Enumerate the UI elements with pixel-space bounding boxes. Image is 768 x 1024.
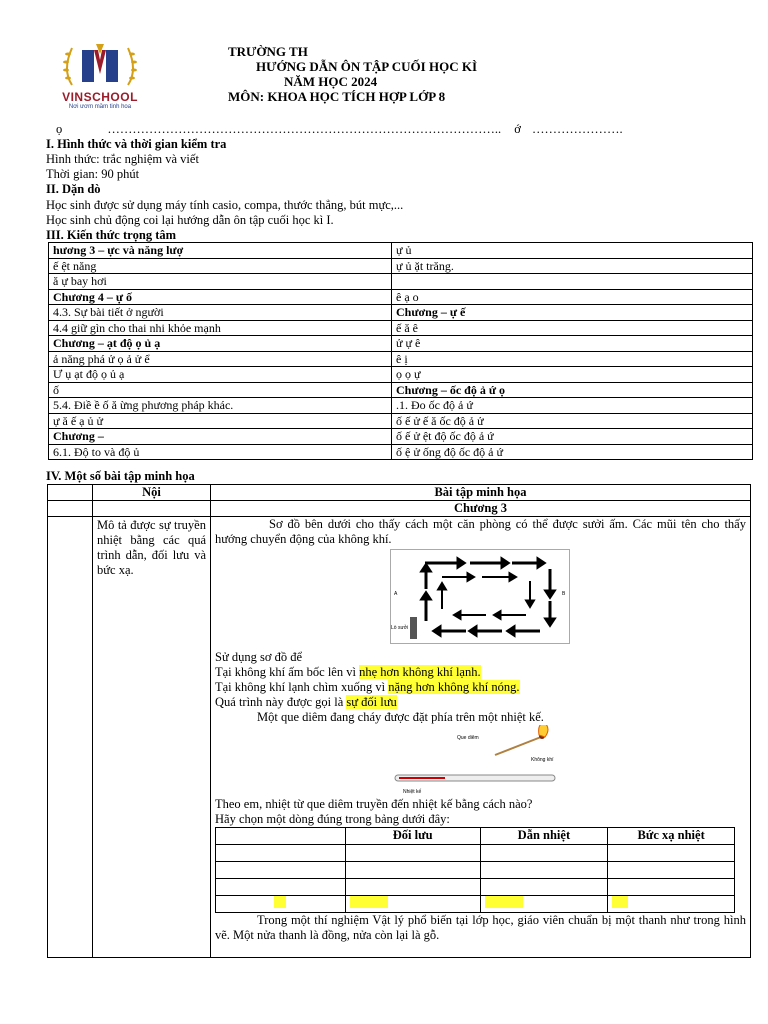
knowledge-row bbox=[49, 243, 753, 259]
knowledge-left-cell: Chương – ạt độ ọ ủ ạ bbox=[49, 336, 392, 352]
choice-row-b[interactable] bbox=[216, 862, 346, 879]
knowledge-row bbox=[49, 444, 753, 460]
question-2b: Hãy chọn một dòng đúng trong bảng dưới đây: bbox=[215, 812, 450, 826]
choice-cell-highlight[interactable] bbox=[480, 896, 608, 913]
exercise-p1: Sơ đồ bên dưới cho thấy cách một căn phòng có thể được sưởi ấm. Các mũi tên cho thấy hướng chuyển động của không khí. bbox=[215, 517, 746, 546]
knowledge-left-cell: ự ă ế ạ ủ ử bbox=[49, 413, 392, 429]
section3-title: III. Kiến thức trọng tâm bbox=[46, 228, 177, 242]
knowledge-row bbox=[49, 305, 753, 321]
label-match: Que diêm bbox=[457, 735, 479, 741]
answer-b: nặng hơn không khí nóng. bbox=[388, 680, 520, 694]
name-dots[interactable]: ………………………………………………………………………………….. bbox=[107, 122, 502, 136]
knowledge-left-cell: hương 3 – ực và năng lượ bbox=[49, 243, 392, 259]
knowledge-right-cell: ế ă ê bbox=[392, 320, 753, 336]
exercise-body-cell bbox=[211, 517, 751, 958]
knowledge-left-cell: 6.1. Độ to và độ ủ bbox=[49, 444, 392, 460]
section2-line1: Học sinh được sử dụng máy tính casio, compa, thước thẳng, bút mực,... bbox=[46, 198, 404, 212]
choice-header-radiation: Bức xạ nhiệt bbox=[608, 828, 735, 845]
school-logo bbox=[50, 40, 150, 115]
exercise-index-cell bbox=[48, 517, 93, 958]
exercise-header-empty bbox=[48, 485, 93, 501]
exercise-content-cell bbox=[93, 517, 211, 958]
choice-row-a[interactable] bbox=[216, 845, 346, 862]
knowledge-row bbox=[49, 413, 753, 429]
chapter-row-empty bbox=[48, 501, 93, 517]
knowledge-right-cell: .1. Đo ốc độ ả ứ bbox=[392, 398, 753, 414]
section1-form: Hình thức: trắc nghiệm và viết bbox=[46, 152, 199, 166]
answer-c: sự đối lưu bbox=[346, 695, 397, 709]
knowledge-left-cell: Chương 4 – ự ố bbox=[49, 289, 392, 305]
knowledge-left-cell: ả năng phá ử ọ ả ử ể bbox=[49, 351, 392, 367]
knowledge-right-cell bbox=[392, 274, 753, 290]
choice-header-convection: Đối lưu bbox=[345, 828, 480, 845]
school-year: NĂM HỌC 2024 bbox=[284, 74, 378, 89]
knowledge-right-cell: ê ị bbox=[392, 351, 753, 367]
content-description: Mô tả được sự truyền nhiệt bằng các quá trình dẫn, đối lưu và bức xạ. bbox=[97, 518, 206, 577]
knowledge-left-cell: ố bbox=[49, 382, 392, 398]
choice-cell-highlight[interactable] bbox=[345, 896, 480, 913]
section1-title: I. Hình thức và thời gian kiểm tra bbox=[46, 137, 227, 151]
question-a-text: Tại không khí ấm bốc lên vì bbox=[215, 665, 360, 679]
section2-title: II. Dặn dò bbox=[46, 182, 101, 196]
knowledge-left-cell: 5.4. Điề ề ố ă ừng phương pháp khác. bbox=[49, 398, 392, 414]
choice-cell[interactable] bbox=[345, 845, 480, 862]
section2-line2: Học sinh chủ động coi lại hướng dẫn ôn tập cuối học kì I. bbox=[46, 213, 334, 227]
question-c bbox=[215, 695, 746, 710]
label-thermo: Nhiệt kế bbox=[403, 789, 422, 795]
label-air: Không khí bbox=[531, 757, 554, 763]
knowledge-right-cell: ố ệ ử ống độ ốc độ ả ứ bbox=[392, 444, 753, 460]
knowledge-row bbox=[49, 398, 753, 414]
question-b-text: Tại không khí lạnh chìm xuống vì bbox=[215, 680, 389, 694]
exercise-p2: Một que diêm đang cháy được đặt phía trên một nhiệt kế. bbox=[257, 710, 544, 724]
choice-row-d[interactable] bbox=[216, 896, 346, 913]
knowledge-row bbox=[49, 351, 753, 367]
label-heater: Lò sưởi bbox=[391, 625, 409, 631]
knowledge-row bbox=[49, 382, 753, 398]
knowledge-right-cell: Chương – ốc độ ả ứ ọ bbox=[392, 382, 753, 398]
knowledge-row bbox=[49, 367, 753, 383]
question-a bbox=[215, 665, 746, 680]
highlight-mark bbox=[485, 896, 523, 908]
choice-cell[interactable] bbox=[345, 862, 480, 879]
question-b bbox=[215, 680, 746, 695]
choice-cell[interactable] bbox=[608, 845, 735, 862]
knowledge-row bbox=[49, 320, 753, 336]
knowledge-right-cell: ự ủ ặt trăng. bbox=[392, 258, 753, 274]
logo-name: VINSCHOOL bbox=[62, 90, 138, 104]
school-name: TRƯỜNG TH bbox=[228, 44, 308, 59]
name-line bbox=[56, 122, 623, 137]
knowledge-right-cell: ử ự ê bbox=[392, 336, 753, 352]
highlight-mark bbox=[612, 896, 628, 908]
highlight-mark bbox=[350, 896, 388, 908]
logo-emblem-icon bbox=[50, 40, 150, 92]
choice-header-empty bbox=[216, 828, 346, 845]
knowledge-right-cell: ự ủ bbox=[392, 243, 753, 259]
choice-cell[interactable] bbox=[480, 862, 608, 879]
exercise-table bbox=[47, 484, 751, 958]
knowledge-left-cell: ế ệt năng bbox=[49, 258, 392, 274]
knowledge-right-cell: ọ ọ ự bbox=[392, 367, 753, 383]
question-2: Theo em, nhiệt từ que diêm truyền đến nhiệt kế bằng cách nào? bbox=[215, 797, 533, 811]
match-thermometer-figure bbox=[385, 725, 585, 797]
choice-cell[interactable] bbox=[608, 879, 735, 896]
knowledge-right-cell: Chương – ự ế bbox=[392, 305, 753, 321]
logo-tagline: Nơi ươm mầm tinh hoa bbox=[68, 104, 132, 110]
choice-cell[interactable] bbox=[608, 862, 735, 879]
knowledge-row bbox=[49, 429, 753, 445]
knowledge-left-cell: Ư ụ ạt độ ọ ủ ạ bbox=[49, 367, 392, 383]
name-label: ọ bbox=[56, 122, 63, 136]
answer-choice-table bbox=[215, 827, 735, 913]
knowledge-row bbox=[49, 274, 753, 290]
knowledge-row bbox=[49, 258, 753, 274]
exercise-header-exercise: Bài tập minh họa bbox=[211, 485, 751, 501]
chapter-title: Chương 3 bbox=[211, 501, 751, 517]
choice-header-conduction: Dẫn nhiệt bbox=[480, 828, 608, 845]
knowledge-right-cell: ê ạ o bbox=[392, 289, 753, 305]
label-b: B bbox=[562, 591, 566, 597]
question-c-text: Quá trình này được gọi là bbox=[215, 695, 347, 709]
doc-title: HƯỚNG DẪN ÔN TẬP CUỐI HỌC KÌ bbox=[256, 59, 478, 74]
knowledge-left-cell: Chương – bbox=[49, 429, 392, 445]
choice-cell-highlight[interactable] bbox=[608, 896, 735, 913]
choice-cell[interactable] bbox=[480, 845, 608, 862]
class-dots[interactable]: …………………. bbox=[532, 122, 623, 136]
label-a: A bbox=[394, 591, 398, 597]
chapter-row-empty2 bbox=[93, 501, 211, 517]
knowledge-table bbox=[48, 242, 753, 460]
section1-time: Thời gian: 90 phút bbox=[46, 167, 140, 181]
exercise-p3: Trong một thí nghiệm Vật lý phổ biến tại lớp học, giáo viên chuẩn bị một thanh như trong hình vẽ. Một nửa thanh là đồng, nửa còn lại là gỗ. bbox=[215, 913, 746, 942]
convection-diagram bbox=[390, 549, 570, 644]
exercise-header-content: Nội bbox=[93, 485, 211, 501]
choice-cell[interactable] bbox=[480, 879, 608, 896]
subject-line: MÔN: KHOA HỌC TÍCH HỢP LỚP 8 bbox=[228, 89, 446, 104]
knowledge-left-cell: 4.4 giữ gìn cho thai nhi khỏe mạnh bbox=[49, 320, 392, 336]
use-diagram: Sử dụng sơ đồ để bbox=[215, 650, 302, 664]
choice-row-c[interactable] bbox=[216, 879, 346, 896]
choice-cell[interactable] bbox=[345, 879, 480, 896]
knowledge-left-cell: 4.3. Sự bài tiết ở người bbox=[49, 305, 392, 321]
knowledge-row bbox=[49, 336, 753, 352]
knowledge-right-cell: ố ế ử ế ă ốc độ ả ử bbox=[392, 413, 753, 429]
answer-a: nhẹ hơn không khí lạnh. bbox=[359, 665, 481, 679]
class-label: ớ bbox=[514, 122, 521, 136]
knowledge-right-cell: ố ế ử ệt độ ốc độ ả ứ bbox=[392, 429, 753, 445]
section4-title: IV. Một số bài tập minh họa bbox=[46, 469, 195, 483]
knowledge-row bbox=[49, 289, 753, 305]
knowledge-left-cell: ă ự bay hơi bbox=[49, 274, 392, 290]
highlight-mark bbox=[274, 896, 286, 908]
